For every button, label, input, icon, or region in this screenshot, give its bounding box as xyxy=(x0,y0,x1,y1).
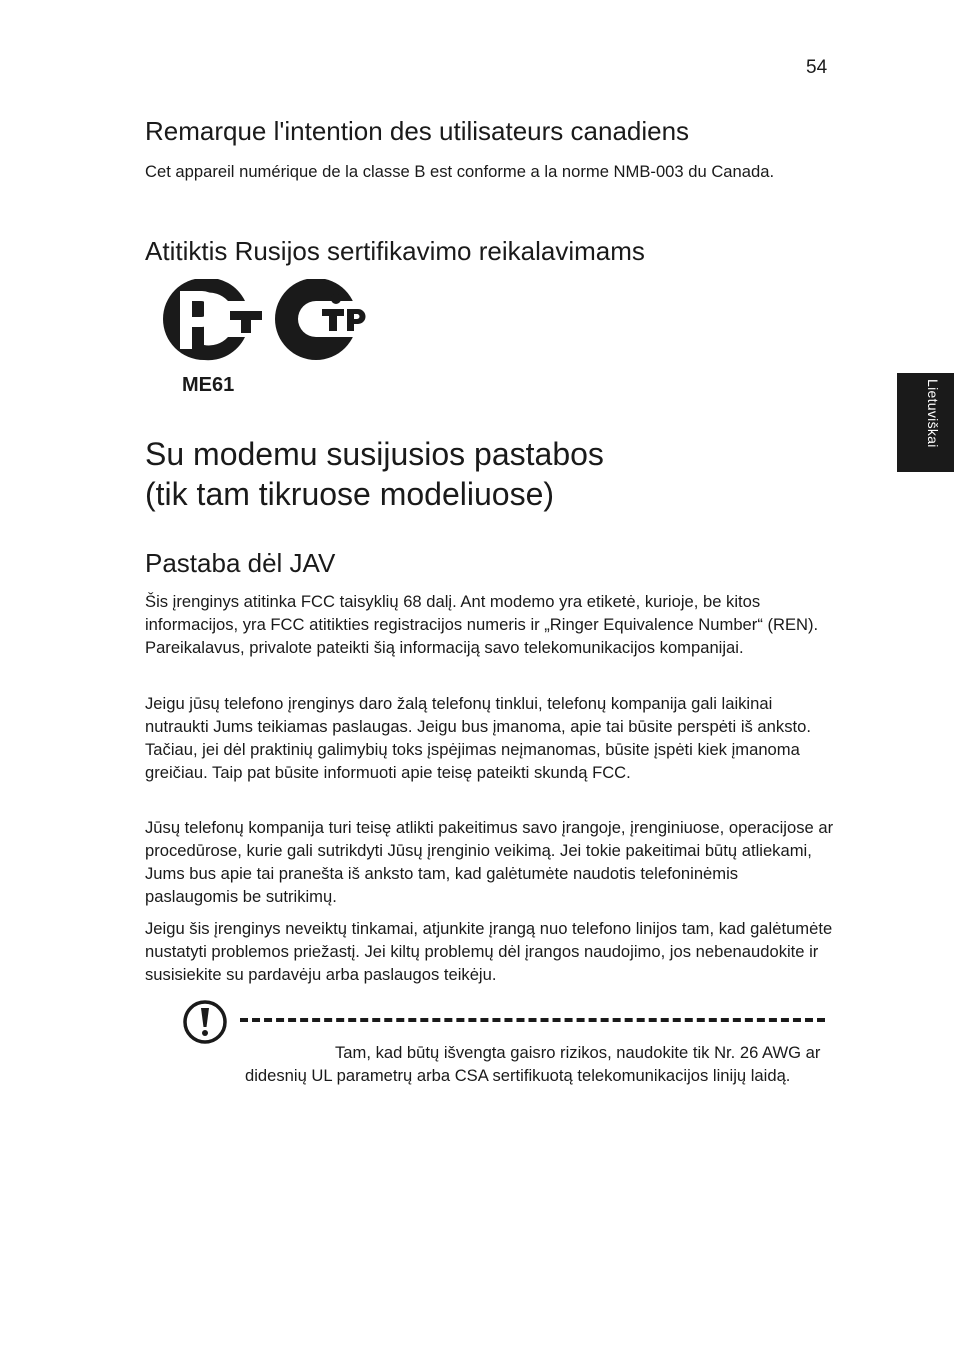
usa-paragraph: Šis įrenginys atitinka FCC taisyklių 68 dalį. Ant modemo yra etiketė, kurioje, be kitos informacijos, yra FCC atitikties registracijos numeris ir „Ringer Equivalence Number“ (REN). Pareikalavus, privalote pateikti šią informaciją savo telekomunikacijos kompanijai. xyxy=(145,592,819,657)
canada-heading: Remarque l'intention des utilisateurs canadiens xyxy=(145,116,690,146)
certification-logos xyxy=(158,279,370,363)
canada-text: Cet appareil numérique de la classe B est conforme a la norme NMB-003 du Canada. xyxy=(145,162,775,181)
language-tab xyxy=(897,373,954,472)
usa-paragraph: Jeigu šis įrenginys neveiktų tinkamai, atjunkite įrangą nuo telefono linijos tam, kad galėtumėte nustatyti problemos priežastį. Jei kiltų problemų dėl įrangos naudojimo, jos nebenaudokite ir susisiekite su pardavėju arba paslaugos teikėju. xyxy=(145,919,833,984)
modem-title xyxy=(145,434,604,514)
language-tab-label: Lietuviškai xyxy=(925,379,941,448)
warning-note: Tam, kad būtų išvengta gaisro rizikos, naudokite tik Nr. 26 AWG ar didesnių UL parametrų arba CSA sertifikuotą telekomunikacijos linijų laidą. xyxy=(245,1043,821,1085)
usa-paragraph: Jeigu jūsų telefono įrenginys daro žalą telefonų tinklui, telefonų kompanija gali laikinai nutraukti Jums teikiamas paslaugas. Jeigu bus įmanoma, apie tai būsite perspėti iš anksto. Tačiau, jei dėl praktinių galimybių toks įspėjimas neįmanomas, būsite įspėti kiek įmanoma greičiau. Taip pat būsite informuoti apie teisę pateikti skundą FCC. xyxy=(145,694,811,782)
russia-heading: Atitiktis Rusijos sertifikavimo reikalavimams xyxy=(145,236,645,266)
modem-title-line1: Su modemu susijusios pastabos xyxy=(145,436,604,472)
ctp-certification-logo xyxy=(275,279,370,360)
usa-heading: Pastaba dėl JAV xyxy=(145,548,336,578)
pct-certification-logo xyxy=(163,279,262,363)
page-number: 54 xyxy=(806,57,828,78)
modem-title-line2: (tik tam tikruose modeliuose) xyxy=(145,476,555,512)
usa-paragraph: Jūsų telefonų kompanija turi teisę atlikti pakeitimus savo įrangoje, įrenginiuose, operacijose ar procedūrose, kurie gali sutrikdyti Jūsų įrenginio veikimą. Jei tokie pakeitimai būtų atliekami, Jums bus apie tai pranešta iš anksto tam, kad galėtumėte naudotis telefoninėmis paslaugomis be sutrikimų. xyxy=(145,818,834,906)
note-divider xyxy=(240,1018,825,1022)
certification-code: ME61 xyxy=(182,374,235,396)
exclamation-circle-icon xyxy=(182,999,228,1045)
